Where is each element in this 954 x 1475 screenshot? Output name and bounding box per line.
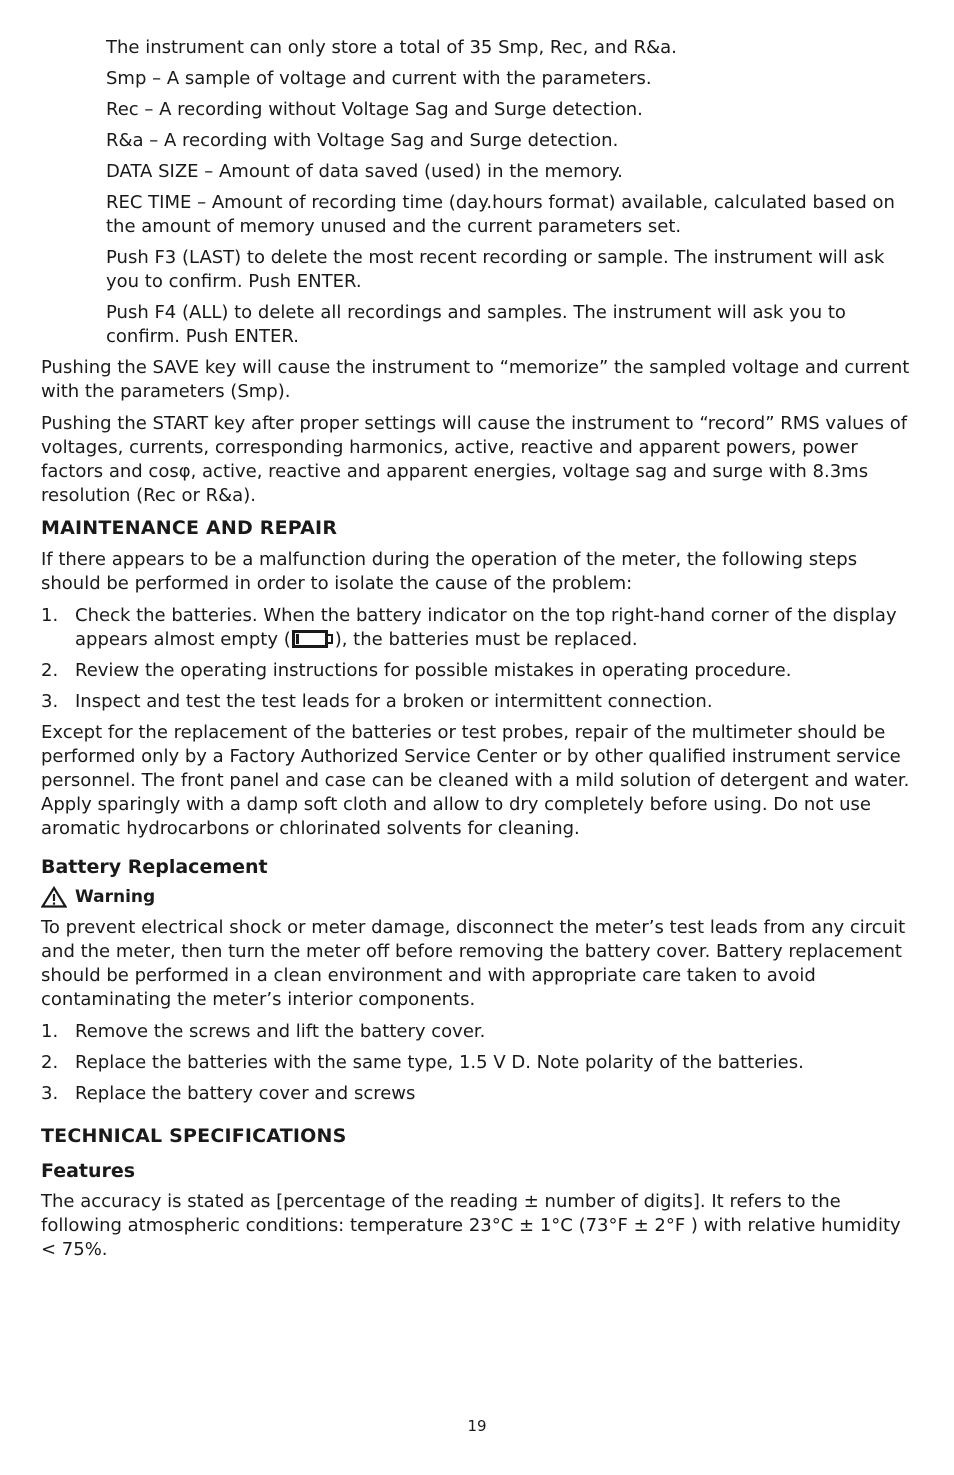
memory-note-rec-time: REC TIME – Amount of recording time (day.hours format) available, calculated based on the amount of memory unused and the current parameters set. [106,192,895,237]
list-item [41,1051,913,1075]
step-text-before: Check the batteries. When the battery indicator on the top right-hand corner of the display appears almost empty ( [75,605,897,650]
step-number: 1. [41,1021,59,1042]
step-text-after: ), the batteries must be replaced. [334,629,638,650]
warning-text-label: Warning [75,887,156,907]
step-number: 3. [41,691,59,712]
step-number: 2. [41,660,59,681]
page-number: 19 [467,1417,487,1435]
list-item [41,659,913,683]
battery-heading: Battery Replacement [41,856,268,878]
step-text: Replace the batteries with the same type, 1.5 V D. Note polarity of the batteries. [75,1052,804,1073]
features-heading: Features [41,1160,136,1182]
memory-note-data-size: DATA SIZE – Amount of data saved (used) in the memory. [106,161,623,182]
list-item [41,1082,913,1106]
step-number: 3. [41,1083,59,1104]
battery-steps [41,1020,913,1106]
accuracy-paragraph: The accuracy is stated as [percentage of the reading ± number of digits]. It refers to the following atmospheric conditions: temperature 23°C ± 1°C (73°F ± 2°F ) with relative humidity < 75%. [41,1191,901,1260]
warning-triangle-icon [41,886,67,908]
list-item [41,604,913,652]
memory-note-rec: Rec – A recording without Voltage Sag and Surge detection. [106,99,643,120]
list-item [41,690,913,714]
maintenance-heading: MAINTENANCE AND REPAIR [41,517,338,539]
list-item [41,1020,913,1044]
step-text: Review the operating instructions for possible mistakes in operating procedure. [75,660,792,681]
step-text: Inspect and test the test leads for a broken or intermittent connection. [75,691,713,712]
service-paragraph: Except for the replacement of the batteries or test probes, repair of the multimeter should be performed only by a Factory Authorized Service Center or by other qualified instrument service personnel. The front panel and case can be cleaned with a mild solution of detergent and water. Apply sparingly with a damp soft cloth and allow to dry completely before using. Do not use aromatic hydrocarbons or chlorinated solvents for cleaning. [41,722,910,839]
maintenance-steps [41,604,913,714]
start-paragraph: Pushing the START key after proper settings will cause the instrument to “record” RMS values of voltages, currents, corresponding harmonics, active, reactive and apparent powers, power factors and cosφ, active, reactive and apparent energies, voltage sag and surge with 8.3ms resolution (Rec or R&a). [41,413,908,506]
step-text: Remove the screws and lift the battery cover. [75,1021,486,1042]
maintenance-intro: If there appears to be a malfunction during the operation of the meter, the following steps should be performed in order to isolate the cause of the problem: [41,549,858,594]
save-paragraph: Pushing the SAVE key will cause the instrument to “memorize” the sampled voltage and current with the parameters (Smp). [41,357,910,402]
battery-empty-icon [292,630,334,648]
manual-page [41,36,913,1270]
warning-paragraph: To prevent electrical shock or meter damage, disconnect the meter’s test leads from any circuit and the meter, then turn the meter off before removing the battery cover. Battery replacement should be performed in a clean environment and with appropriate care taken to avoid contaminating the meter’s interior components. [41,917,906,1010]
specs-heading: TECHNICAL SPECIFICATIONS [41,1125,347,1147]
memory-note-total: The instrument can only store a total of 35 Smp, Rec, and R&a. [106,37,677,58]
memory-note-delete-last: Push F3 (LAST) to delete the most recent recording or sample. The instrument will ask you to confirm. Push ENTER. [106,247,885,292]
step-number: 2. [41,1052,59,1073]
warning-label [41,885,913,909]
step-text: Replace the battery cover and screws [75,1083,416,1104]
memory-note-delete-all: Push F4 (ALL) to delete all recordings and samples. The instrument will ask you to confirm. Push ENTER. [106,302,846,347]
memory-note-ra: R&a – A recording with Voltage Sag and Surge detection. [106,130,619,151]
memory-note-smp: Smp – A sample of voltage and current with the parameters. [106,68,652,89]
step-number: 1. [41,605,59,626]
